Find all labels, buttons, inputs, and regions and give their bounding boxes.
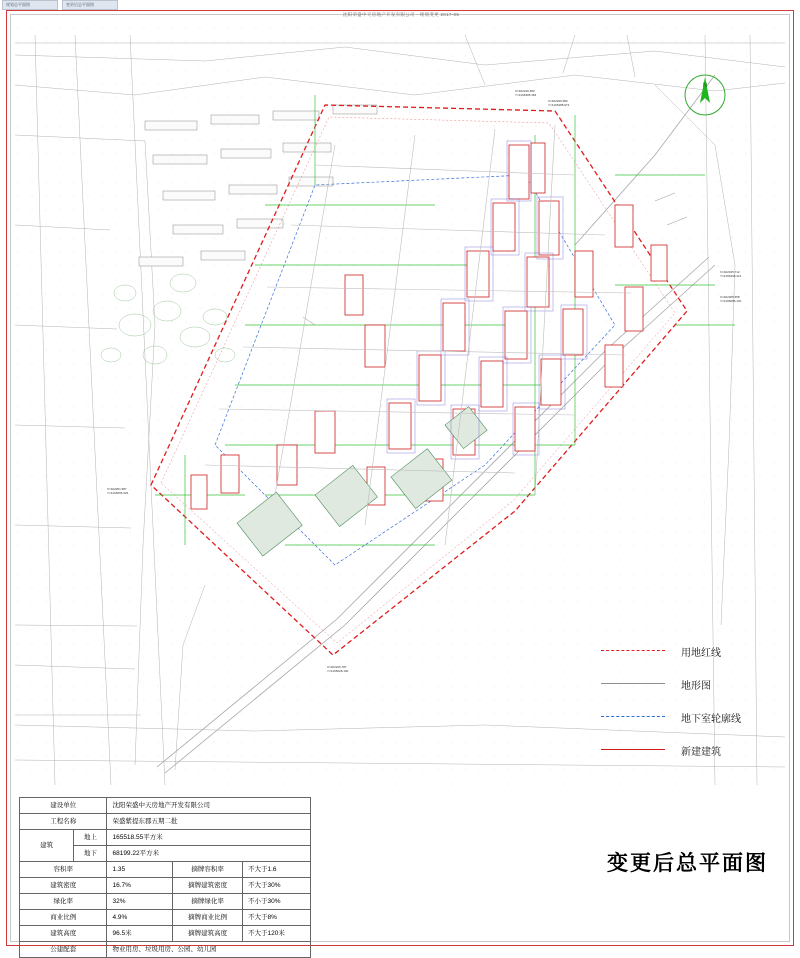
row-value: 1.35: [107, 862, 173, 878]
row-value2: 不大于8%: [243, 910, 311, 926]
drawing-sheet: [6, 10, 794, 953]
red-line-icon: [601, 749, 665, 752]
coordinate-callout: X=402226.787 Y=4166028.100: [327, 665, 349, 673]
row-label: 绿化率: [20, 894, 107, 910]
legend-item: [601, 701, 785, 734]
row-label2: 摘牌商业比例: [173, 910, 243, 926]
row-label2: 摘牌容积率: [173, 862, 243, 878]
tab-plan-original[interactable]: [2, 0, 58, 10]
row-value: 4.9%: [107, 910, 173, 926]
legend-label: 地下室轮廓线: [681, 714, 741, 725]
row-label: 建筑密度: [20, 878, 107, 894]
table-row: [20, 894, 311, 910]
coordinate-callout: X=402365.658 Y=4166086.140: [720, 295, 742, 303]
legend-label: 地形图: [681, 681, 711, 692]
row-value: 沈阳荣盛中天房地产开发有限公司: [107, 798, 311, 814]
row-label: 公建配套: [20, 942, 107, 958]
tab-label: 变更后总平面图: [66, 2, 94, 7]
coordinate-callout: X=402296.980 Y=4166388.973: [548, 99, 570, 107]
row-label2: 摘牌绿化率: [173, 894, 243, 910]
svg-text:N: N: [702, 83, 708, 89]
row-value: 物业用房、垃圾用房、公园、幼儿园: [107, 942, 311, 958]
coordinate-callout: X=402051.587 Y=4166055.326: [107, 487, 129, 495]
legend-item: [601, 668, 785, 701]
row-label: 建筑高度: [20, 926, 107, 942]
row-label: 容积率: [20, 862, 107, 878]
row-label: 建设单位: [20, 798, 107, 814]
row-value2: 不小于30%: [243, 894, 311, 910]
legend: [601, 635, 785, 767]
drawing-caption: 变更后总平面图: [607, 852, 768, 875]
row-value2: 不大于120米: [243, 926, 311, 942]
row-value: 68199.22平方米: [107, 846, 311, 862]
row-value: 荣盛紫提东郡五期二批: [107, 814, 311, 830]
row-value2: 不大于30%: [243, 878, 311, 894]
project-info-table: [19, 797, 311, 958]
row-value: 165518.55平方米: [107, 830, 311, 846]
row-label: 建筑: [20, 830, 74, 862]
tab-plan-revised[interactable]: [62, 0, 118, 10]
legend-item: [601, 734, 785, 767]
row-value: 16.7%: [107, 878, 173, 894]
row-value: 32%: [107, 894, 173, 910]
gray-line-icon: [601, 683, 665, 686]
row-label: 商业比例: [20, 910, 107, 926]
coordinate-callout: X=402345.712 Y=4166308.321: [720, 270, 742, 278]
legend-item: [601, 635, 785, 668]
table-row: [20, 862, 311, 878]
row-sublabel: 地下: [74, 846, 107, 862]
row-label: 工程名称: [20, 814, 107, 830]
compass-rose: [683, 73, 727, 117]
table-row: [20, 910, 311, 926]
row-label2: 摘牌建筑高度: [173, 926, 243, 942]
table-row: [20, 830, 311, 846]
table-row: [20, 878, 311, 894]
legend-label: 用地红线: [681, 648, 721, 659]
sheet-header-note: 沈阳荣盛中天房地产开发有限公司 - 规划变更 2017-05: [342, 12, 460, 17]
table-row: [20, 926, 311, 942]
table-row: [20, 814, 311, 830]
site-plan-map[interactable]: [15, 25, 785, 785]
row-value2: 不大于1.6: [243, 862, 311, 878]
tab-label: 规划总平面图: [6, 2, 30, 7]
row-sublabel: 地上: [74, 830, 107, 846]
table-row: [20, 942, 311, 958]
red-dashed-line-icon: [601, 650, 665, 653]
coordinate-callout: X=402246.383 Y=4166385.484: [515, 89, 537, 97]
browser-tab-bar: [0, 0, 800, 10]
blue-dashed-line-icon: [601, 716, 665, 719]
legend-label: 新建建筑: [681, 747, 721, 758]
row-label2: 摘牌建筑密度: [173, 878, 243, 894]
row-value: 96.5米: [107, 926, 173, 942]
table-row: [20, 798, 311, 814]
